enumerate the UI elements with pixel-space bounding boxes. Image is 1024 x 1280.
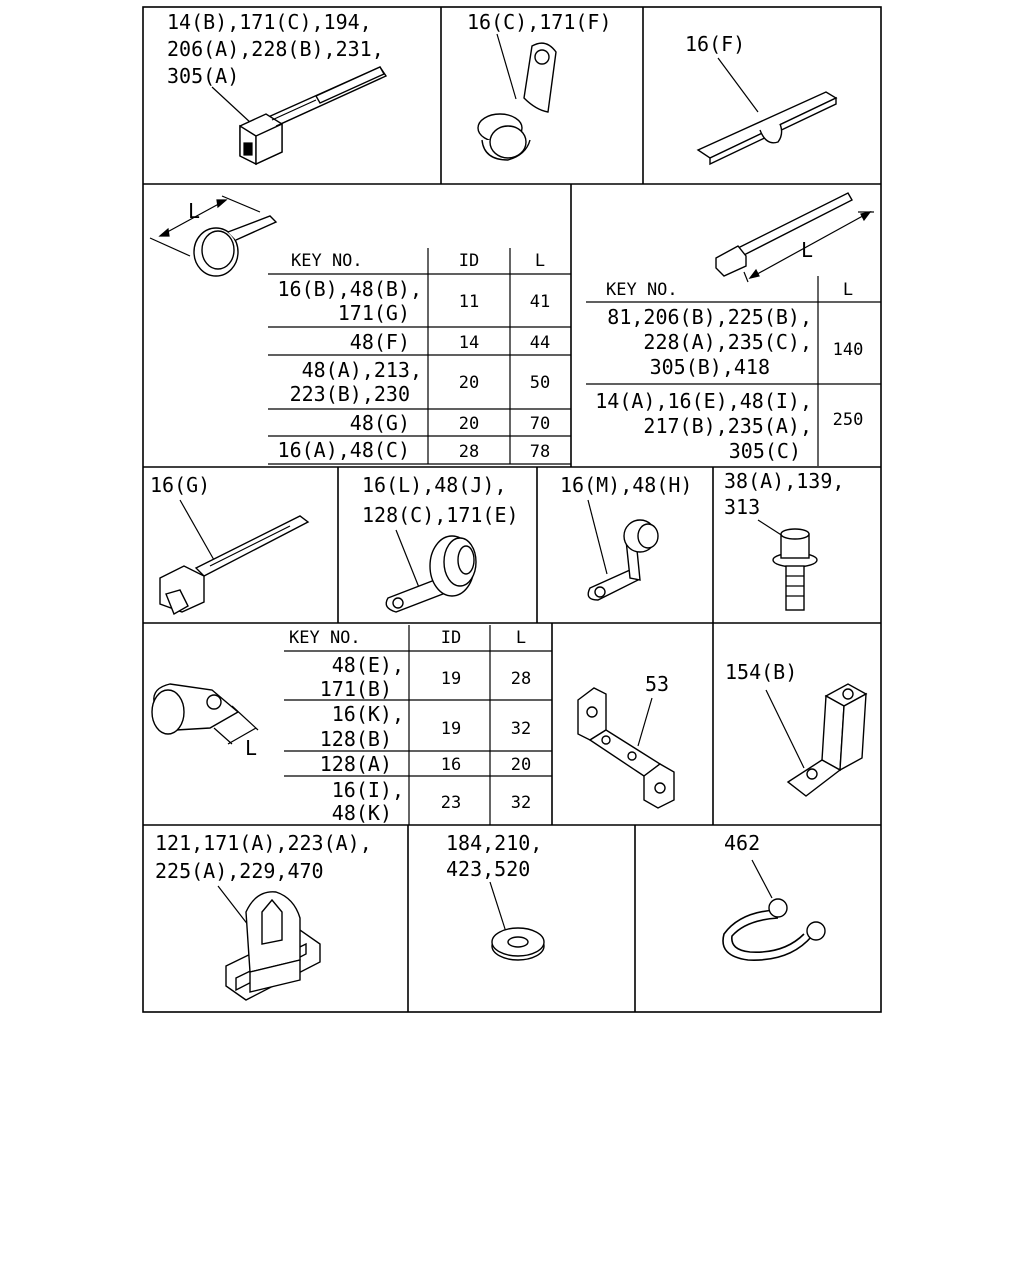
table-key: 16(A),48(C)	[277, 438, 410, 462]
table-header: KEY NO.	[291, 251, 363, 271]
washer-icon	[492, 928, 544, 960]
table-cell: 32	[510, 719, 532, 739]
table-key: 128(A)	[319, 752, 392, 776]
table-a	[268, 248, 571, 464]
table-key: 16(K),	[331, 702, 404, 726]
table-key: 81,206(B),225(B),	[607, 305, 812, 329]
table-cell: 19	[440, 719, 462, 739]
table-key: 48(K)	[331, 801, 392, 825]
dimension-label: L	[801, 238, 814, 262]
table-key: 48(E),	[331, 653, 404, 677]
table-c	[284, 625, 552, 825]
cell-bracket-clamp	[560, 473, 692, 600]
label-line: 16(M),48(H)	[560, 473, 693, 497]
table-key: 228(A),235(C),	[643, 330, 812, 354]
cell-flat-clip	[685, 32, 836, 164]
table-key: 223(B),230	[289, 382, 410, 406]
leader-line	[497, 34, 516, 99]
label-line: 121,171(A),223(A),	[155, 831, 372, 855]
ring-clamp-icon	[386, 536, 476, 612]
label-line: 206(A),228(B),231,	[167, 37, 384, 61]
table-cell: 14	[458, 333, 480, 353]
dimension-label: L	[188, 199, 201, 223]
band-clamp-icon	[150, 196, 276, 276]
table-key: 48(G)	[349, 411, 410, 435]
table-cell: 11	[458, 292, 480, 312]
cell-bolt	[724, 469, 844, 610]
table-key: 48(A),213,	[301, 358, 422, 382]
table-key: 171(B)	[319, 677, 392, 701]
leader-line	[396, 530, 420, 590]
cell-push-tie	[150, 473, 308, 614]
table-key: 48(F)	[349, 330, 410, 354]
p-clamp-icon	[478, 43, 556, 160]
table-header: KEY NO.	[606, 280, 678, 300]
loop-clip-icon	[723, 899, 825, 960]
table-cell: 78	[529, 442, 551, 462]
cell-ring-clamp	[362, 473, 519, 612]
long-tie-icon	[716, 193, 874, 282]
label-line: 423,520	[446, 857, 531, 881]
table-header: KEY NO.	[289, 628, 361, 648]
label-line: 53	[645, 672, 670, 696]
table-cell: 32	[510, 793, 532, 813]
table-cell: 44	[529, 333, 551, 353]
leader-line	[588, 500, 607, 574]
push-tie-icon	[160, 516, 308, 614]
bolt-icon	[773, 529, 817, 610]
cell-p-clamp	[467, 10, 612, 160]
table-cell: 20	[458, 373, 480, 393]
saddle-clip-icon	[152, 684, 258, 744]
bracket-154b-icon	[788, 684, 866, 796]
dimension-label: L	[245, 736, 258, 760]
table-cell: 28	[458, 442, 480, 462]
table-key: 16(B),48(B),	[277, 277, 422, 301]
label-line: 154(B)	[725, 660, 798, 684]
leader-line	[718, 58, 758, 112]
leader-line	[490, 882, 506, 932]
table-key: 305(B),418	[649, 355, 770, 379]
cell-bracket-154b	[725, 660, 866, 796]
table-b	[586, 276, 881, 466]
table-cell: 41	[529, 292, 551, 312]
table-header: ID	[458, 251, 480, 271]
leader-line	[180, 500, 214, 560]
label-line: 16(L),48(J),	[362, 473, 507, 497]
cell-saddle-clip	[152, 684, 258, 760]
table-key: 14(A),16(E),48(I),	[595, 389, 812, 413]
table-cell: 23	[440, 793, 462, 813]
label-line: 16(F)	[685, 32, 746, 56]
label-line: 16(G)	[150, 473, 211, 497]
table-cell: 50	[529, 373, 551, 393]
table-header: L	[534, 251, 546, 271]
table-cell: 70	[529, 414, 551, 434]
bracket-53-icon	[578, 688, 674, 808]
label-line: 305(A)	[167, 64, 240, 88]
cell-band-clamp	[150, 196, 276, 276]
label-line: 14(B),171(C),194,	[167, 10, 372, 34]
table-cell: 20	[510, 755, 532, 775]
table-header: ID	[440, 628, 462, 648]
flat-clip-icon	[698, 92, 836, 164]
table-cell: 16	[440, 755, 462, 775]
table-cell: 28	[510, 669, 532, 689]
table-header: L	[515, 628, 527, 648]
table-cell: 140	[832, 340, 864, 360]
cell-bracket-53	[578, 672, 674, 808]
label-line: 38(A),139,	[724, 469, 845, 493]
table-key: 305(C)	[728, 439, 801, 463]
label-line: 225(A),229,470	[155, 859, 324, 883]
tie-clip-icon	[240, 67, 386, 164]
leader-line	[212, 87, 252, 124]
leader-line	[766, 690, 804, 768]
leader-line	[752, 860, 772, 898]
table-cell: 20	[458, 414, 480, 434]
leader-line	[638, 698, 652, 746]
label-line: 313	[724, 495, 761, 519]
cell-tie-clip	[167, 10, 386, 164]
label-line: 184,210,	[446, 831, 543, 855]
push-clip-icon	[226, 892, 320, 1000]
label-line: 128(C),171(E)	[362, 503, 519, 527]
table-key: 128(B)	[319, 727, 392, 751]
table-header: L	[842, 280, 854, 300]
table-cell: 250	[832, 410, 864, 430]
label-line: 462	[724, 831, 761, 855]
table-cell: 19	[440, 669, 462, 689]
table-key: 171(G)	[337, 301, 410, 325]
cell-push-clip	[155, 831, 372, 1000]
table-key: 16(I),	[331, 778, 404, 802]
bracket-clamp-icon	[588, 520, 658, 600]
cell-loop-clip	[723, 831, 825, 960]
cell-washer	[446, 831, 544, 960]
label-line: 16(C),171(F)	[467, 10, 612, 34]
cell-long-tie	[716, 193, 874, 282]
table-key: 217(B),235(A),	[643, 414, 812, 438]
